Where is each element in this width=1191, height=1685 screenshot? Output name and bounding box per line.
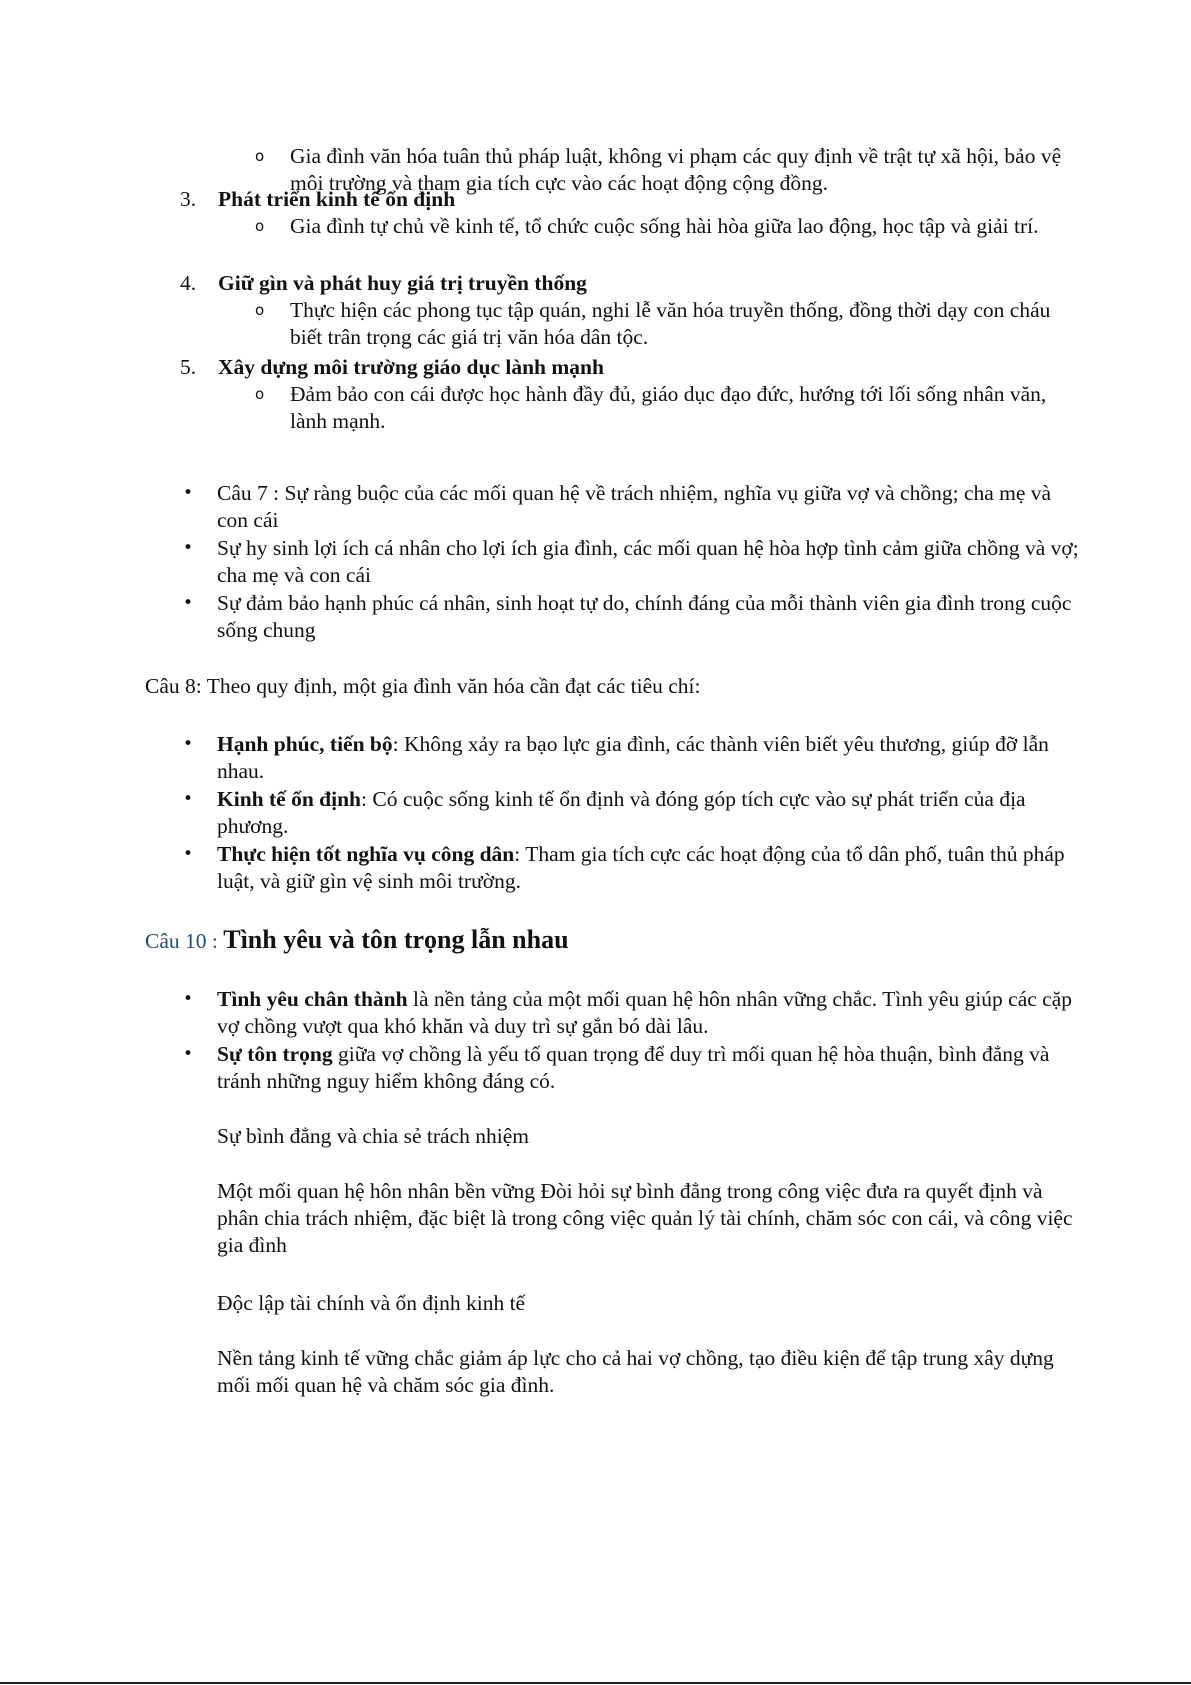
point-title: Tình yêu chân thành [217, 987, 408, 1011]
list-item-text: Sự hy sinh lợi ích cá nhân cho lợi ích gia đình, các mối quan hệ hòa hợp tình cảm giữa chồng và vợ; cha mẹ và con cái [217, 536, 1079, 587]
sub-item-text: Thực hiện các phong tục tập quán, nghi lễ văn hóa truyền thống, đồng thời dạy con cháu biết trân trọng các giá trị văn hóa dân tộc. [290, 298, 1051, 349]
point-text: là nền tảng của một mối quan hệ hôn nhân vững chắc. Tình yêu giúp các cặp vợ chồng vượt qua khó khăn và duy trì sự gắn bó dài lâu. [217, 987, 1073, 1038]
item-number: 4. [180, 271, 197, 295]
item-title: Giữ gìn và phát huy giá trị truyền thống [218, 271, 587, 295]
sub-item [255, 213, 1080, 240]
list-item [183, 535, 1082, 589]
list-item [183, 841, 1082, 895]
sub-item [255, 381, 1080, 435]
circle-bullet-icon: o [255, 217, 265, 235]
paragraph: Độc lập tài chính và ổn định kinh tế [217, 1291, 526, 1315]
point-text: giữa vợ chồng là yếu tố quan trọng để duy trì mối quan hệ hòa thuận, bình đẳng và tránh những nguy hiểm không đáng có. [217, 1042, 1050, 1093]
heading-prefix: Câu 10 : [145, 929, 224, 953]
circle-bullet-icon: o [255, 385, 265, 403]
bullet-icon: • [183, 789, 194, 809]
sub-item [255, 297, 1080, 351]
bullet-icon: • [183, 538, 194, 558]
list-item [183, 986, 1082, 1040]
circle-bullet-icon: o [255, 301, 265, 319]
bullet-icon: • [183, 593, 194, 613]
criterion-title: Thực hiện tốt nghĩa vụ công dân [217, 842, 515, 866]
list-item-text: Sự đảm bảo hạnh phúc cá nhân, sinh hoạt tự do, chính đáng của mỗi thành viên gia đình trong cuộc sống chung [217, 591, 1072, 642]
item-title: Phát triển kinh tế ổn định [218, 187, 456, 211]
circle-bullet-icon: o [255, 147, 265, 165]
bullet-icon: • [183, 844, 194, 864]
question-8-lead: Câu 8: Theo quy định, một gia đình văn hóa cần đạt các tiêu chí: [145, 674, 701, 698]
bullet-icon: • [183, 1044, 194, 1064]
list-item [183, 786, 1082, 840]
item-title: Xây dựng môi trường giáo dục lành mạnh [218, 355, 604, 379]
list-item [183, 731, 1082, 785]
criterion-title: Hạnh phúc, tiến bộ [217, 732, 393, 756]
item-number: 3. [180, 187, 197, 211]
paragraph: Nền tảng kinh tế vững chắc giảm áp lực cho cả hai vợ chồng, tạo điều kiện để tập trung xây dựng mối mối quan hệ và chăm sóc gia đình. [217, 1346, 1054, 1397]
sub-item-text: Đảm bảo con cái được học hành đầy đủ, giáo dục đạo đức, hướng tới lối sống nhân văn, lành mạnh. [290, 382, 1047, 433]
numbered-item-3 [180, 186, 455, 213]
list-item [183, 480, 1082, 534]
numbered-item-5 [180, 354, 604, 381]
question-10-heading [145, 926, 569, 955]
heading-title: Tình yêu và tôn trọng lẫn nhau [223, 925, 569, 954]
criterion-text: : Có cuộc sống kinh tế ổn định và đóng góp tích cực vào sự phát triển của địa phương. [217, 787, 1026, 838]
bullet-icon: • [183, 483, 194, 503]
criterion-text: : Không xảy ra bạo lực gia đình, các thành viên biết yêu thương, giúp đỡ lẫn nhau. [217, 732, 1049, 783]
list-item-text: Câu 7 : Sự ràng buộc của các mối quan hệ về trách nhiệm, nghĩa vụ giữa vợ và chồng; cha mẹ và con cái [217, 481, 1052, 532]
criterion-title: Kinh tế ổn định [217, 787, 361, 811]
paragraph: Sự bình đẳng và chia sẻ trách nhiệm [217, 1124, 529, 1148]
sub-item-text: Gia đình tự chủ về kinh tế, tổ chức cuộc sống hài hòa giữa lao động, học tập và giải trí. [290, 214, 1039, 238]
bullet-icon: • [183, 989, 194, 1009]
point-title: Sự tôn trọng [217, 1042, 333, 1066]
list-item [183, 1041, 1082, 1095]
page-bottom-rule [0, 1682, 1191, 1684]
numbered-item-4 [180, 270, 587, 297]
paragraph: Một mối quan hệ hôn nhân bền vững Đòi hỏi sự bình đẳng trong công việc đưa ra quyết định và phân chia trách nhiệm, đặc biệt là trong công việc quản lý tài chính, chăm sóc con cái, và công việc gia đình [217, 1179, 1073, 1257]
list-item [183, 590, 1082, 644]
bullet-icon: • [183, 734, 194, 754]
sub-item-text: Gia đình văn hóa tuân thủ pháp luật, không vi phạm các quy định về trật tự xã hội, bảo vệ môi trường và tham gia tích cực vào các hoạt động cộng đồng. [290, 144, 1062, 195]
item-number: 5. [180, 355, 197, 379]
criterion-text: : Tham gia tích cực các hoạt động của tổ dân phố, tuân thủ pháp luật, và giữ gìn vệ sinh môi trường. [217, 842, 1065, 893]
